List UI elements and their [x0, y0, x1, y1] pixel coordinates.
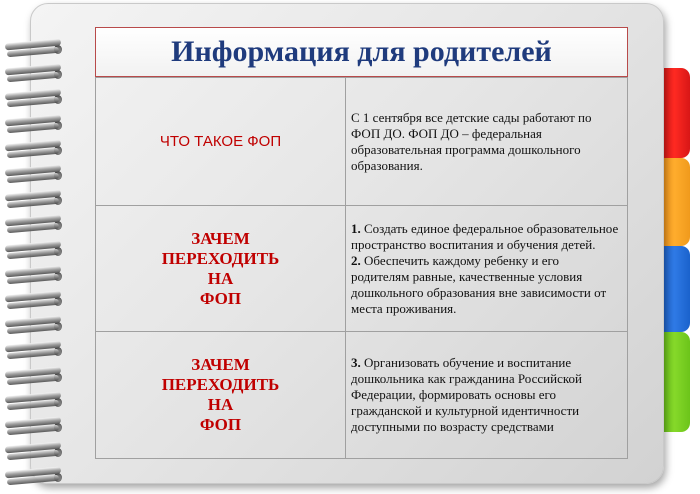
row-label — [96, 332, 346, 459]
spiral-ring — [0, 189, 70, 213]
spiral-ring — [0, 416, 70, 440]
spiral-ring — [0, 366, 70, 390]
spiral-ring — [0, 441, 70, 465]
spiral-ring — [0, 240, 70, 264]
info-table — [95, 77, 628, 459]
table-row — [96, 78, 628, 206]
row-label: ЧТО ТАКОЕ ФОП — [96, 78, 346, 206]
label-line: ПЕРЕХОДИТЬ — [161, 375, 280, 394]
label-line: ФОП — [199, 415, 242, 434]
item-text: Организовать обучение и воспитание дошкольника как гражданина Российской Федерации, формировать основы его гражданской и культурной идентичности доступными по возрасту средствами — [351, 355, 582, 434]
row-text — [346, 332, 628, 459]
item-number: 3. — [351, 355, 361, 370]
item-text: Обеспечить каждому ребенку и его родителям равные, качественные условия дошкольного образования вне зависимости от места проживания. — [351, 252, 607, 316]
label-line: ФОП — [199, 288, 242, 308]
label-line: НА — [207, 268, 234, 288]
list-item — [351, 221, 619, 253]
spiral-ring — [0, 214, 70, 238]
item-number: 1. — [351, 220, 361, 236]
item-number: 2. — [351, 252, 361, 268]
spiral-ring — [0, 38, 70, 62]
row-text — [346, 206, 628, 332]
label-line: НА — [207, 395, 234, 414]
spiral-ring — [0, 466, 70, 490]
spiral-ring — [0, 139, 70, 163]
spiral-ring — [0, 391, 70, 415]
label-line: ПЕРЕХОДИТЬ — [161, 248, 280, 268]
spiral-ring — [0, 114, 70, 138]
label-line: ЗАЧЕМ — [191, 228, 250, 248]
item-text: Создать единое федеральное образовательное пространство воспитания и обучения детей. — [351, 220, 619, 252]
list-item — [351, 253, 619, 317]
spiral-ring — [0, 315, 70, 339]
spiral-ring — [0, 290, 70, 314]
label-line: ЗАЧЕМ — [191, 355, 250, 374]
table-row — [96, 332, 628, 459]
spiral-ring — [0, 63, 70, 87]
spiral-ring — [0, 88, 70, 112]
row-text — [346, 78, 628, 206]
spiral-ring — [0, 340, 70, 364]
list-item — [351, 355, 619, 435]
table-row — [96, 206, 628, 332]
row-label — [96, 206, 346, 332]
spiral-ring — [0, 164, 70, 188]
row-description: С 1 сентября все детские сады работают по ФОП ДО. ФОП ДО – федеральная образовательная программа дошкольного образования. — [351, 109, 592, 173]
title-box — [95, 27, 628, 77]
page-title: Информация для родителей — [171, 35, 552, 68]
spiral-ring — [0, 265, 70, 289]
